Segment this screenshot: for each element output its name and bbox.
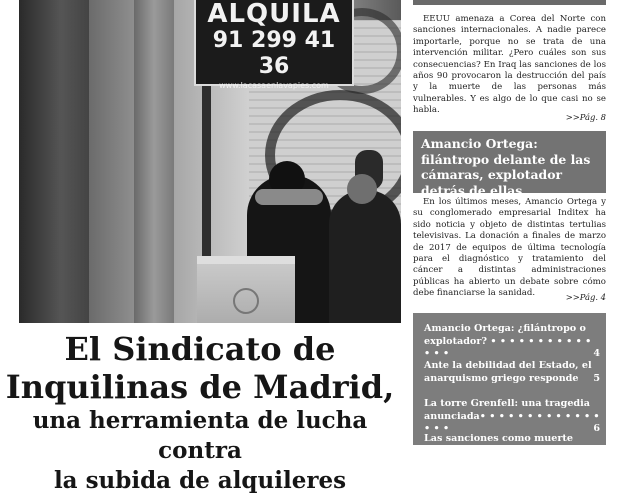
toc-item-label: Las sanciones como muerte [424,433,573,444]
article-ortega-title-box [413,131,606,198]
toc-item[interactable] [424,433,600,446]
toc-item-page: 5 [593,372,600,384]
column-top-bar [413,0,606,5]
photo-door [134,0,174,323]
toc-item-page: 6 [593,423,600,435]
rent-sign-word: ALQUILA [207,0,341,29]
rent-sign-url: www.lacasaenlavapies.com [219,81,329,90]
photo-person-left-collar [255,189,323,205]
headline-line-1: El Sindicato de [64,330,336,368]
headline-line-2: Inquilinas de Madrid, [5,368,395,406]
toc-item-label: Ante la debilidad del Estado, el anarquismo griego responde [424,360,592,384]
main-headline [0,330,400,496]
toc-item[interactable] [424,398,600,436]
photo-trash-bin [197,256,295,323]
rent-sign [194,0,354,90]
photo-wall [19,0,89,323]
headline-line-3: una herramienta de lucha contra [32,407,368,464]
trash-bin-logo [233,288,259,314]
toc-item-label: La torre Grenfell: una tragedia anunciada• • • • • • • • • • • • • • • • [424,398,600,435]
article-ortega-title: Amancio Ortega: filántropo delante de las cámaras, explotador detrás de ellas [421,136,591,198]
article-ortega-body: En los últimos meses, Amancio Ortega y su conglomerado empresarial Inditex ha sido noticia y objeto de distintas tertulias televisivas. La donación a finales de marzo de 2017 de equipos de última tecnología para el diagnóstico y tratamiento del cáncer a distintas administraciones públicas ha abierto un debate sobre cómo debe financiarse la sanidad. [413,197,606,299]
toc-item[interactable] [424,360,600,385]
article-sanctions-body: EEUU amenaza a Corea del Norte con sanciones internacionales. A nadie parece importarle, porque no se trata de una intervención militar. ¿Pero cuáles son sus consecuencias? En Iraq las sanciones de los años 90 provocaron la destrucción del país y la muerte de las personas más vulnerables. Y es algo de lo que casi no se habla. [413,14,606,116]
toc-item-label: Amancio Ortega: ¿filántropo o explotador? • • • • • • • • • • • • • • [424,323,592,360]
cover-photo [19,0,401,323]
headline-line-4: la subida de alquileres [53,467,347,494]
article-sanctions-page-ref[interactable]: >>Pág. 8 [565,112,606,122]
toc-item[interactable] [424,323,600,361]
toc-item-page: 4 [593,348,600,360]
photo-person-right [329,190,401,323]
table-of-contents [413,313,606,445]
article-ortega-page-ref[interactable]: >>Pág. 4 [565,292,606,302]
photo-person-right-head [347,174,377,204]
rent-sign-phone: 91 299 41 36 [212,28,336,79]
